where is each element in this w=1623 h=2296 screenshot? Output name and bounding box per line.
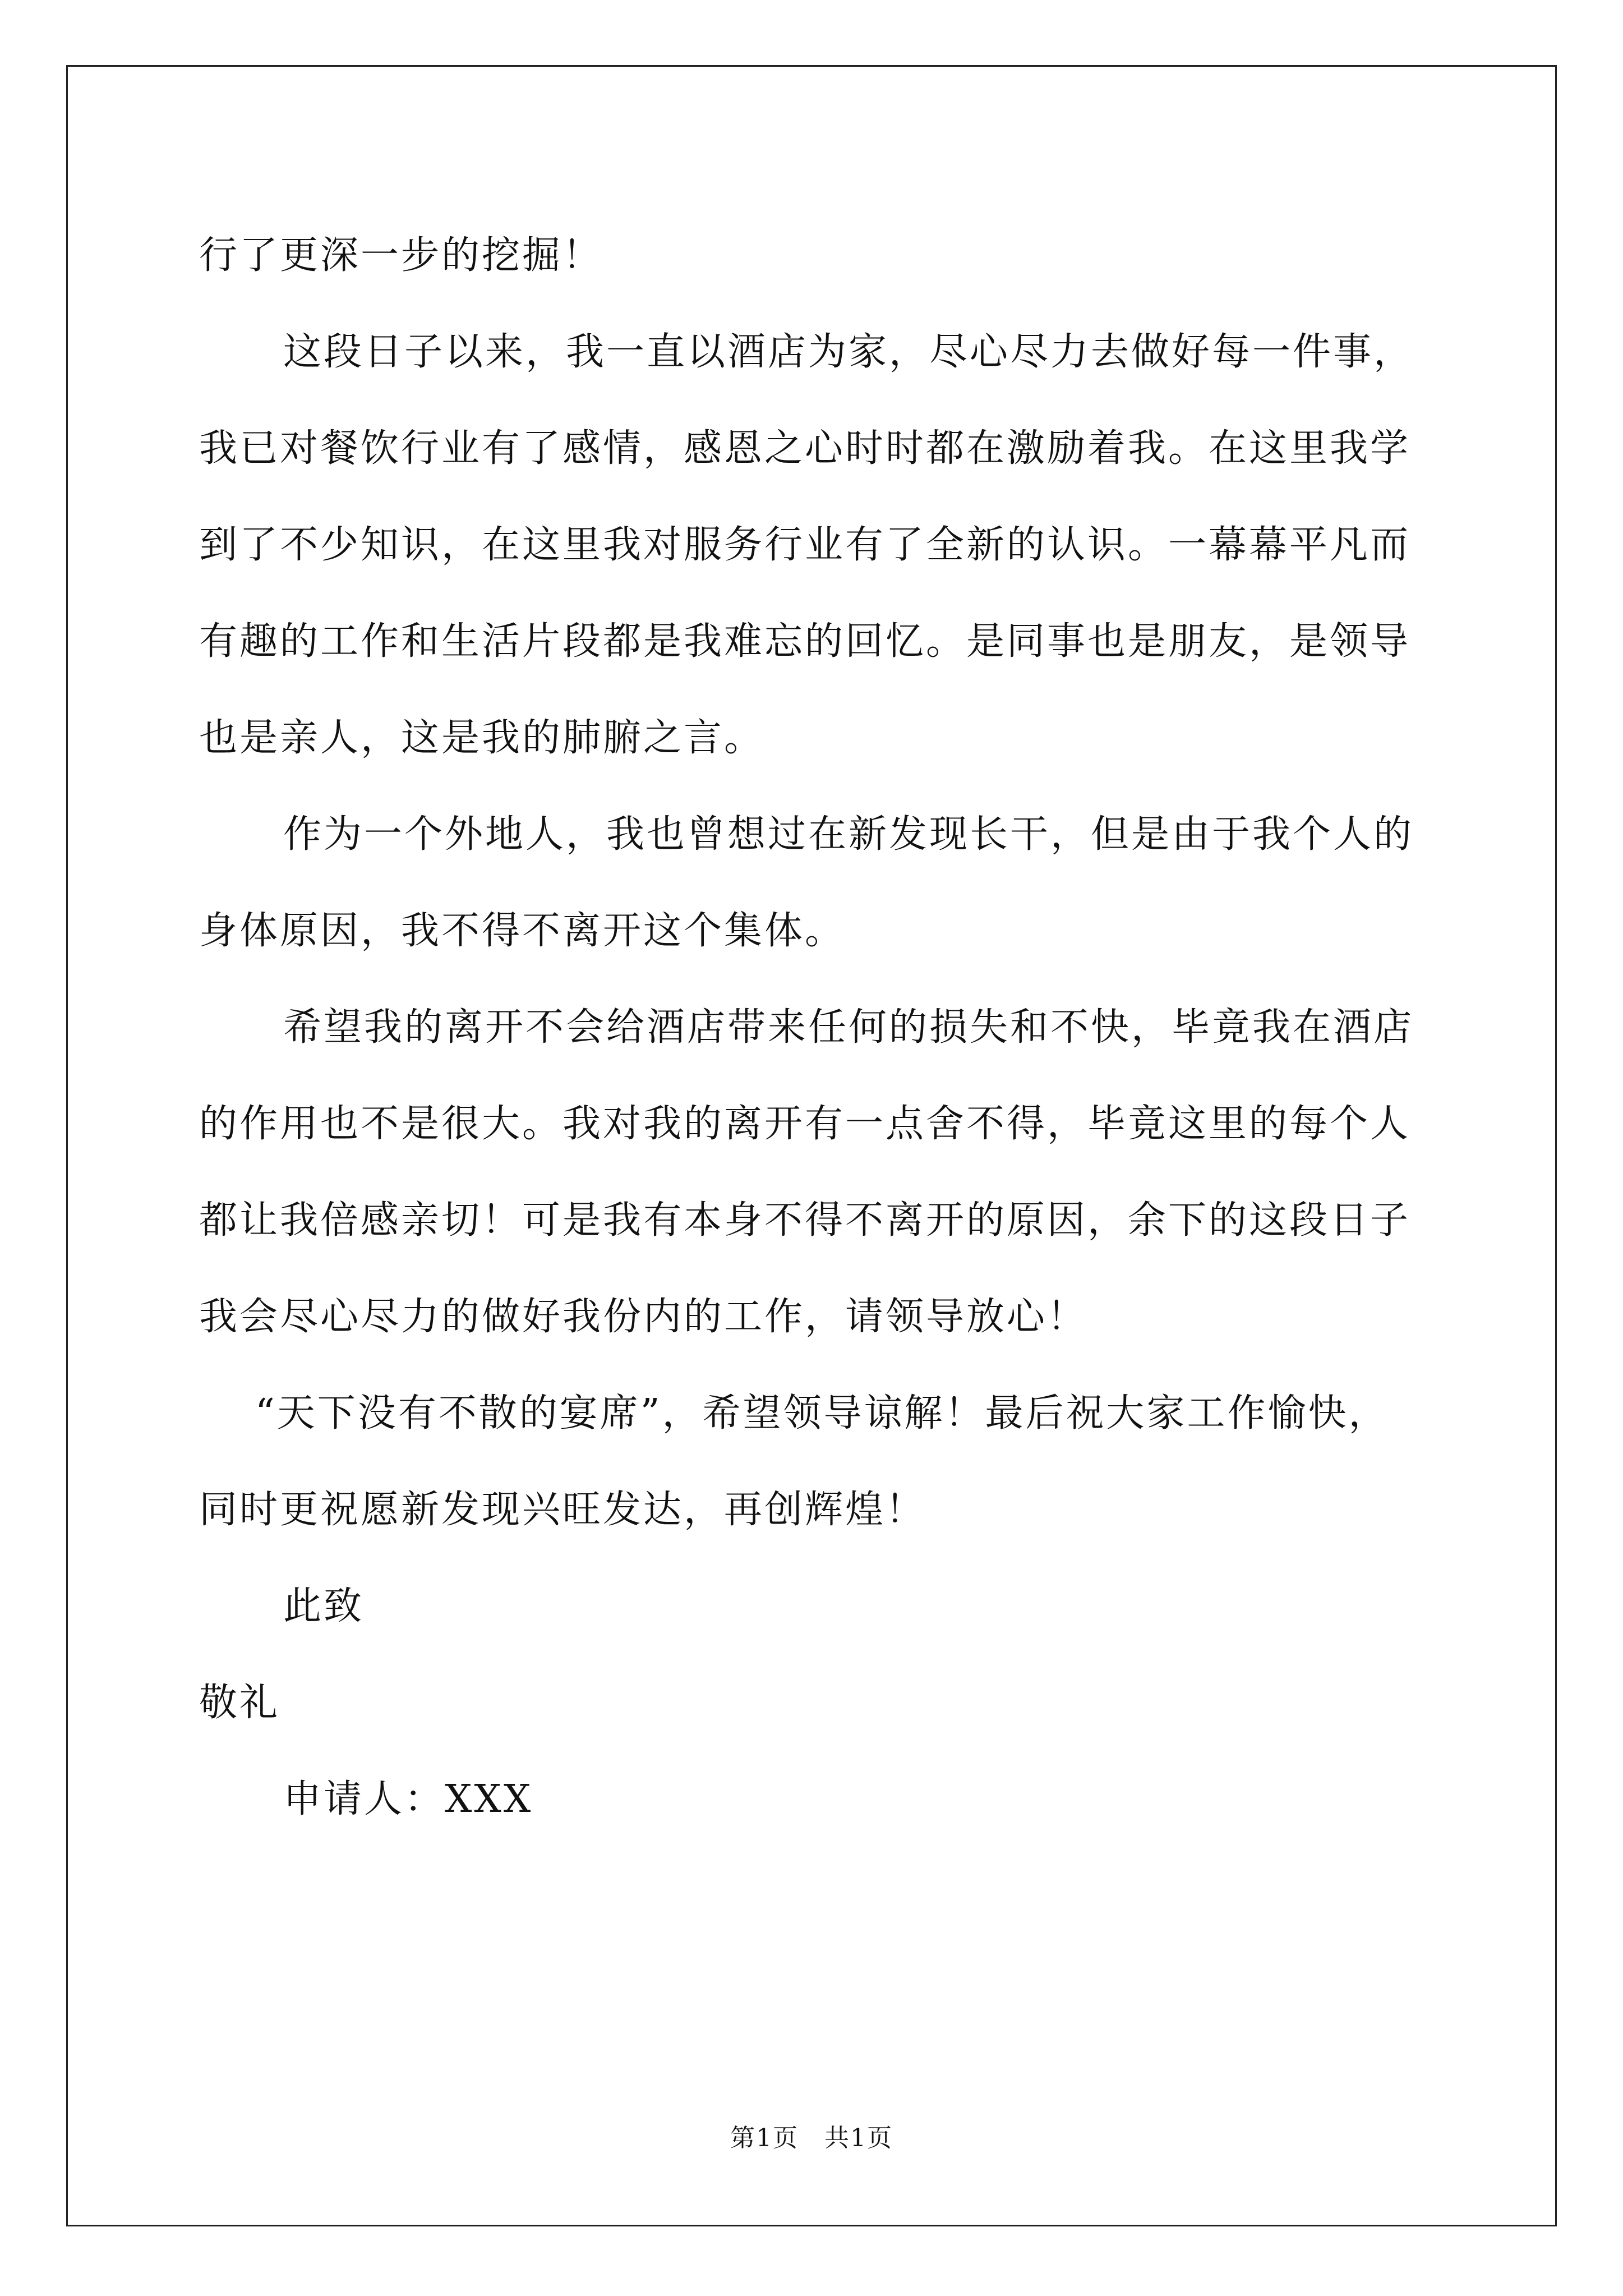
body-line: 有趣的工作和生活片段都是我难忘的回忆。是同事也是朋友，是领导 [199,619,1411,664]
body-line: 我已对餐饮行业有了感情，感恩之心时时都在激励着我。在这里我学 [199,426,1411,471]
applicant-signature: 申请人：XXX [283,1777,533,1821]
body-line: 同时更祝愿新发现兴旺发达，再创辉煌！ [199,1488,926,1532]
page-number-footer: 第1页 共1页 [730,2124,893,2152]
body-line: 到了不少知识，在这里我对服务行业有了全新的认识。一幕幕平凡而 [199,523,1411,567]
body-line: 的作用也不是很大。我对我的离开有一点舍不得，毕竟这里的每个人 [199,1102,1411,1146]
paragraph-start-line: 希望我的离开不会给酒店带来任何的损失和不快，毕竟我在酒店 [283,1005,1414,1050]
closing-salutation: 此致 [283,1584,365,1628]
closing-regards: 敬礼 [199,1681,280,1725]
body-line: 行了更深一步的挖掘！ [199,233,603,278]
body-line: 我会尽心尽力的做好我份内的工作，请领导放心！ [199,1295,1088,1339]
body-line: 都让我倍感亲切！可是我有本身不得不离开的原因，余下的这段日子 [199,1198,1411,1243]
body-line: 身体原因，我不得不离开这个集体。 [199,909,846,953]
paragraph-start-line: “天下没有不散的宴席”，希望领导谅解！最后祝大家工作愉快， [255,1391,1389,1435]
body-line: 也是亲人，这是我的肺腑之言。 [199,716,765,760]
document-body [199,208,1455,1848]
paragraph-start-line: 作为一个外地人，我也曾想过在新发现长干，但是由于我个人的 [283,812,1414,857]
paragraph-start-line: 这段日子以来，我一直以酒店为家，尽心尽力去做好每一件事， [283,330,1414,374]
